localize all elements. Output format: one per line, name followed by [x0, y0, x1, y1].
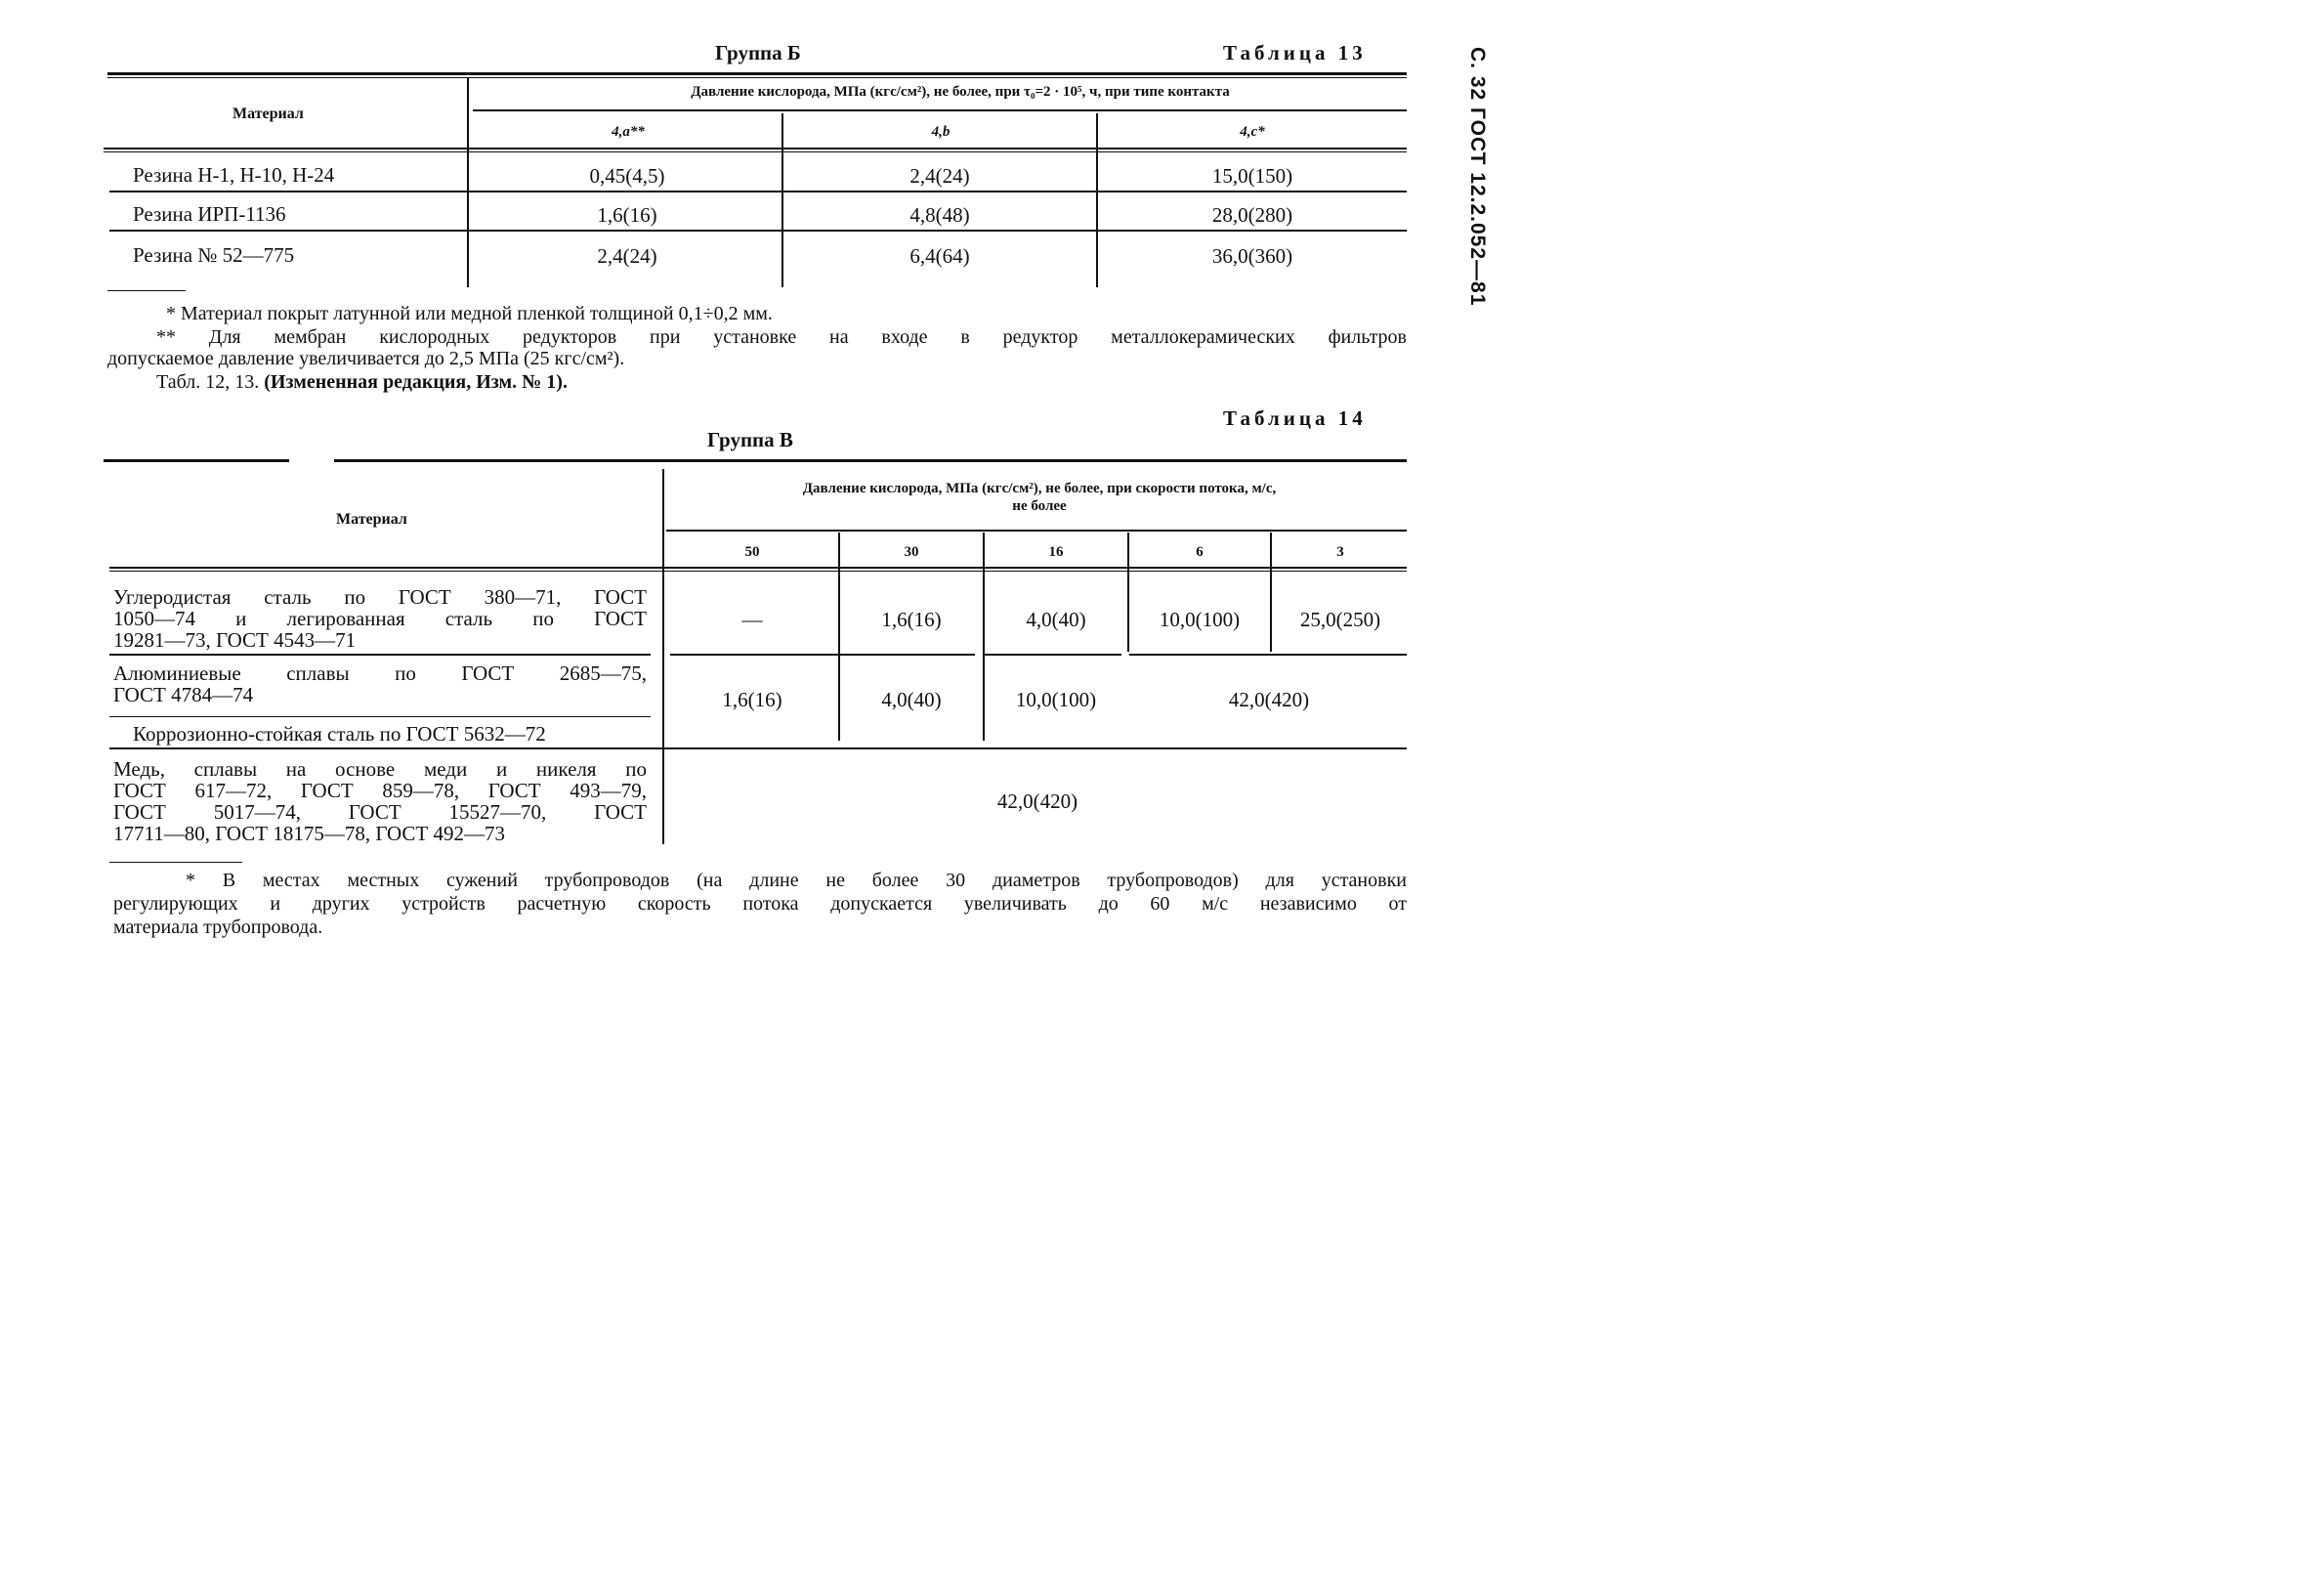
table13-top-rule: [107, 72, 1407, 75]
table14-cell: 1,6(16): [881, 608, 942, 631]
table13-subcol-2: 4,b: [931, 124, 951, 140]
table13-cell: 1,6(16): [597, 203, 657, 227]
table13-row-rule: [109, 230, 1407, 232]
edition-note: (Измененная редакция, Изм. № 1).: [264, 371, 568, 393]
table14-row1-material-line: 19281—73, ГОСТ 4543—71: [113, 628, 357, 652]
table14-row1-material-line: 1050—74 и легированная сталь по ГОСТ: [113, 607, 647, 630]
table14-top-rule-left: [104, 459, 289, 462]
table13-group-label: Группа Б: [715, 41, 801, 64]
table14-header-rule-thin: [109, 571, 1407, 572]
table14-row2-material-line: ГОСТ 4784—74: [113, 683, 254, 706]
table14-merged-cell: 42,0(420): [1228, 688, 1310, 711]
table13-footnote-1: * Материал покрыт латунной или медной пленкой толщиной 0,1÷0,2 мм.: [166, 303, 773, 324]
table13-subcol-3: 4,c*: [1240, 124, 1265, 140]
table13-row-rule: [109, 191, 1407, 192]
table14-row-rule: [985, 654, 1121, 656]
running-header: С. 32 ГОСТ 12.2.052—81: [1466, 47, 1489, 307]
table14-row-rule: [670, 654, 975, 656]
table13-title: Таблица 13: [1223, 41, 1367, 64]
table13-footnote-2-cont: допускаемое давление увеличивается до 2,5 МПа (25 кгс/см²).: [107, 348, 625, 369]
table14-col-divider: [662, 469, 664, 844]
table13-cell: 6,4(64): [909, 244, 970, 268]
table14-row-rule: [109, 747, 1407, 749]
table13-material-header: Материал: [232, 106, 304, 122]
table13-row-material: Резина № 52—775: [133, 243, 295, 267]
table14-cell: 10,0(100): [1015, 688, 1097, 711]
table14-subcol: 30: [904, 544, 919, 560]
table14-cell: 1,6(16): [722, 688, 782, 711]
table13-row-material: Резина Н-1, Н-10, Н-24: [133, 163, 335, 187]
table13-cell: 2,4(24): [909, 164, 970, 188]
table14-row-rule: [109, 654, 651, 656]
table13-header-rule: [104, 148, 1407, 149]
table13-row-material: Резина ИРП-1136: [133, 202, 286, 226]
table13-header-rule-thin: [104, 151, 1407, 152]
table14-title: Таблица 14: [1223, 406, 1367, 430]
table14-subcol: 50: [744, 544, 760, 560]
table13-cell: 0,45(4,5): [589, 164, 665, 188]
table13-cell: 36,0(360): [1211, 244, 1293, 268]
table14-subcol: 3: [1336, 544, 1344, 560]
table14-cell: 25,0(250): [1299, 608, 1381, 631]
footnote-rule: [107, 290, 186, 291]
table13-edition-line: [156, 371, 568, 394]
table14-top-rule-right: [334, 459, 1407, 462]
table13-cell: 4,8(48): [909, 203, 970, 227]
table14-footnote-2: регулирующих и других устройств расчетную скорость потока допускается увеличивать до 60 м/с независимо от: [113, 893, 1407, 915]
table14-row1-material-line: Углеродистая сталь по ГОСТ 380—71, ГОСТ: [113, 585, 647, 609]
table14-cell: —: [741, 608, 763, 631]
table13-subcol-1: 4,a**: [612, 124, 645, 140]
table14-cell: 10,0(100): [1159, 608, 1241, 631]
table13-top-rule-thin: [107, 77, 1407, 78]
table14-subcol: 6: [1196, 544, 1204, 560]
footnote-rule: [109, 862, 242, 863]
table14-subheader-rule: [666, 530, 1407, 532]
table14-row3-material-line: 17711—80, ГОСТ 18175—78, ГОСТ 492—73: [113, 822, 505, 845]
table14-row2-material-line: Алюминиевые сплавы по ГОСТ 2685—75,: [113, 661, 647, 685]
table14-pressure-header-1: Давление кислорода, МПа (кгс/см²), не более, при скорости потока, м/с,: [802, 481, 1277, 496]
table13-cell: 2,4(24): [597, 244, 657, 268]
table14-row3-material-line: ГОСТ 617—72, ГОСТ 859—78, ГОСТ 493—79,: [113, 779, 647, 802]
table14-subcol: 16: [1048, 544, 1064, 560]
table14-header-rule: [109, 567, 1407, 569]
table14-cell: 4,0(40): [881, 688, 942, 711]
table14-row3-material-line: ГОСТ 5017—74, ГОСТ 15527—70, ГОСТ: [113, 800, 647, 824]
table14-row2-extra-material: Коррозионно-стойкая сталь по ГОСТ 5632—72: [133, 722, 546, 746]
table14-material-header: Материал: [336, 511, 407, 528]
table13-subheader-rule: [473, 109, 1407, 111]
table13-col-divider: [467, 78, 469, 287]
table13-pressure-header: Давление кислорода, МПа (кгс/см²), не более, при τ₀=2 · 10⁵, ч, при типе контакта: [691, 84, 1230, 100]
table14-row3-material-line: Медь, сплавы на основе меди и никеля по: [113, 757, 647, 781]
table13-cell: 15,0(150): [1211, 164, 1293, 188]
table14-merged-cell: 42,0(420): [996, 789, 1078, 813]
table14-row-rule-thin: [109, 716, 651, 717]
table14-group-label: Группа В: [707, 428, 793, 451]
table13-cell: 28,0(280): [1211, 203, 1293, 227]
table14-col-divider: [1270, 533, 1272, 652]
table14-pressure-header-2: не более: [1012, 498, 1067, 514]
table13-footnote-2: ** Для мембран кислородных редукторов при установке на входе в редуктор металлокерамических фильтров: [156, 326, 1407, 348]
table14-footnote-1: * В местах местных сужений трубопроводов (на длине не более 30 диаметров трубопроводов) для установки: [186, 870, 1407, 891]
table14-footnote-3: материала трубопровода.: [113, 917, 323, 938]
table14-col-divider: [1127, 533, 1129, 652]
table14-cell: 4,0(40): [1026, 608, 1086, 631]
table14-row-rule: [1129, 654, 1407, 656]
edition-prefix: Табл. 12, 13.: [156, 371, 260, 393]
